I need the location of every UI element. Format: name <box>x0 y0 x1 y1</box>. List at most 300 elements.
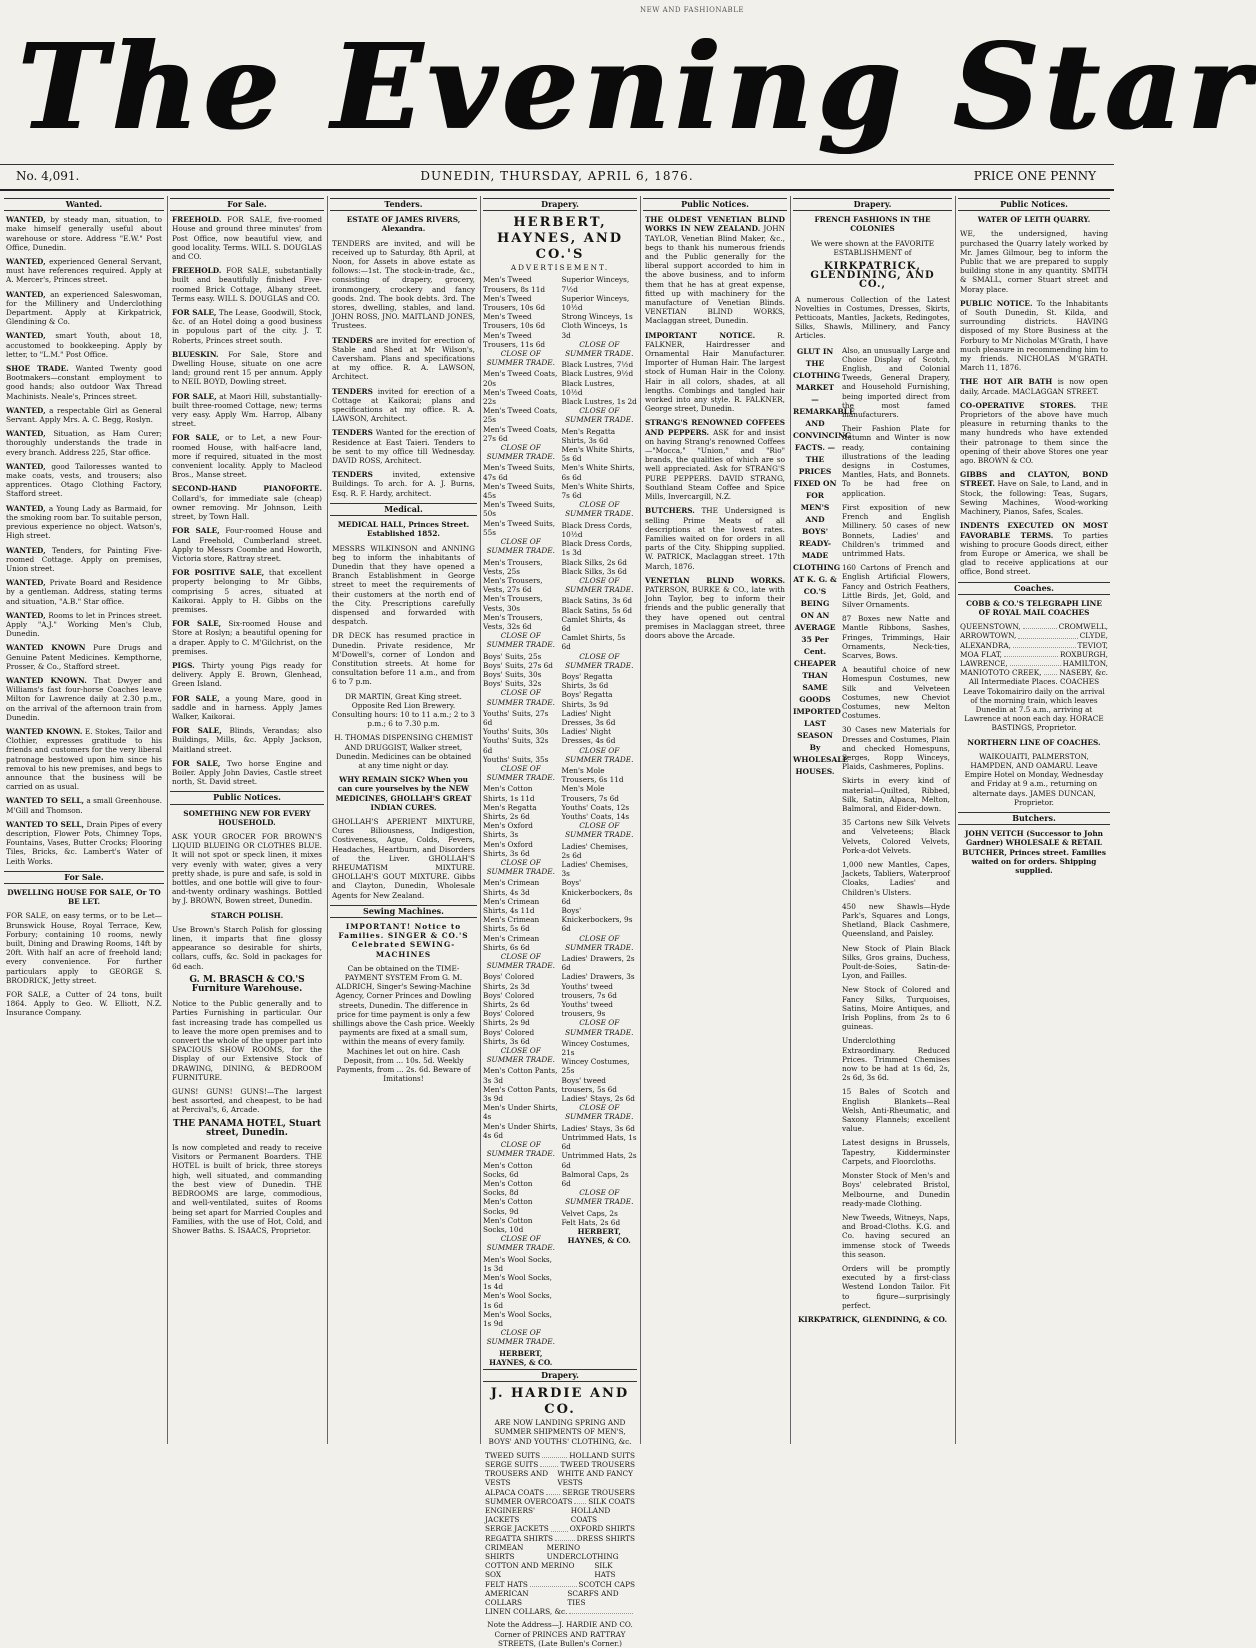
ad-lead: BLUESKIN. <box>172 349 219 359</box>
classified-ad <box>6 611 162 639</box>
ad-text: Blinds, Verandas; also Buildings, Mills, &c. Apply Jackson, Maitland street. <box>172 726 322 754</box>
leader-dots <box>1010 659 1061 666</box>
ad-lead: WANTED, <box>6 331 46 341</box>
clothing-row <box>485 1607 635 1616</box>
ad-text: by steady man, situation, to make himself generally useful about warehouse or store. Address "E.W." Post Office, Dunedin. <box>6 215 162 252</box>
ad-lead: WANTED, <box>6 503 46 513</box>
town-row-cell: ALEXANDRA, <box>960 640 1011 650</box>
ad-text: invited for erection of a Cottage at Kaikorai; plans and specifications at my office. R. A. LAWSON, Architect. <box>332 386 475 424</box>
ad-text: JOHN TAYLOR, Venetian Blind Maker, &c., begs to thank his numerous friends and the Public generally for the liberal support accorded to him in the above business, and to inform them that he has at great expense, fitted up with machinery for the manufacture of Venetian Blinds. VENETIAN BLIND WORKS, Maclaggan street, Dunedin. <box>645 224 785 326</box>
paragraph: 15 Bales of Scotch and English Blankets—Real Welsh, Anti-Rheumatic, and Saxony Flannels; excellent value. <box>842 1087 950 1134</box>
price-line: Men's White Shirts, 5s 6d <box>561 445 635 464</box>
price-line: Ladies' Night Dresses, 3s 6d <box>561 708 616 727</box>
leader-dots <box>1013 641 1076 648</box>
price-line: Men's Tweed Suits, 47s 6d <box>483 463 556 482</box>
ad-lead: WANTED, <box>6 257 46 267</box>
classified-ad <box>960 521 1108 576</box>
close-of-trade-line: CLOSE OF SUMMER TRADE. <box>486 1234 555 1253</box>
ad-text: Tenders, for Painting Five-roomed Cottage. Apply on premises, Union street. <box>6 545 162 573</box>
price-line: Boys' tweed trousers, 5s 6d <box>561 1075 617 1094</box>
clothing-row-cell: SILK COATS <box>588 1496 635 1506</box>
price-line: Superior Winceys, 7½d <box>561 275 630 294</box>
ad-lead: VENETIAN BLIND WORKS. <box>645 575 785 585</box>
ad-heading: SOMETHING NEW FOR EVERY HOUSEHOLD. <box>183 808 311 827</box>
ad-lead: FOR SALE, <box>172 726 222 736</box>
paragraph: New Stock of Colored and Fancy Silks, Turquoises, Satins, Moire Antiques, and Irish Poplins, from 2s to 6 guineas. <box>842 985 950 1032</box>
ad-lead: TENDERS <box>332 386 373 396</box>
close-of-trade-line: CLOSE OF SUMMER TRADE. <box>565 1188 634 1207</box>
price-line: Men's Tweed Suits, 45s <box>483 481 556 501</box>
ad-lead: TENDERS <box>332 470 373 480</box>
price-line: Men's Cotton Pants, 3s 3d <box>483 1066 558 1085</box>
price-line: Youths' Coats, 14s <box>561 811 630 821</box>
price-line: Superior Winceys, 10½d <box>561 293 630 313</box>
price-line: Men's Wool Socks, 1s 9d <box>483 1309 552 1328</box>
ad-text: Pure Drugs and Genuine Patent Medicines. Kempthorne, Prosser, & Co., Stafford street. <box>6 643 162 671</box>
price-line: Men's Crimean Shirts, 6s 6d <box>483 933 540 952</box>
paragraph: Skirts in every kind of material—Quilted, Ribbed, Silk, Satin, Alpaca, Melton, Balmoral, and Eider-down. <box>842 776 950 813</box>
ad-text: FOR SALE, substantially built and beautifully finished Five-roomed Brick Cottage, Albany street. Terms easy. WILL S. DOUGLAS and CO. <box>172 266 322 303</box>
town-row-cell: MOA FLAT, <box>960 649 1002 659</box>
classified-ad <box>6 643 162 671</box>
close-of-trade-line: CLOSE OF SUMMER TRADE. <box>565 500 634 519</box>
price-line: Boys' Suits, 32s <box>483 679 542 689</box>
clothing-row <box>485 1524 635 1533</box>
close-of-trade-line: CLOSE OF SUMMER TRADE. <box>486 763 555 783</box>
close-of-trade-line: CLOSE OF SUMMER TRADE. <box>486 688 555 707</box>
price-line: Youths' Suits, 35s <box>483 754 549 764</box>
classified-ad <box>645 506 785 570</box>
price-line: Ladies' Drawers, 2s 6d <box>561 954 635 973</box>
column-rule <box>955 196 956 1444</box>
town-row-cell: ARROWTOWN, <box>960 631 1017 641</box>
ad-text: The Lease, Goodwill, Stock, &c. of an Hotel doing a good business in populous part of the city. J. T. Roberts, Princes street south. <box>172 308 323 345</box>
clothing-row <box>485 1460 635 1469</box>
ad-text: PATERSON, BURKE & CO., late with John Taylor, beg to inform their friends and the public generally that they have opened out central premises in Maclaggan street, three doors above the Arcade. <box>645 584 785 640</box>
issue-number: No. 4,091. <box>16 169 80 183</box>
price-line: Men's Tweed Trousers, 8s 11d <box>483 275 546 294</box>
classified-ad <box>172 694 322 722</box>
price-line: Youths' Coats, 12s <box>561 802 630 812</box>
ad-lead: WANTED KNOWN <box>6 643 86 653</box>
ad-text: To parties wishing to procure Goods direct, either from Europe or America, we shall be glad to receive applications at our office, Bond street. <box>960 530 1108 577</box>
classified-ad <box>645 215 785 325</box>
town-row <box>960 631 1108 640</box>
price-line: Camlet Shirts, 5s 6d <box>561 633 626 652</box>
paragraph: Also, an unusually Large and Choice Display of Scotch, English, and Colonial Tweeds, General Drapery, and Household Furnishing, being imported direct from the most famed manufacturers. <box>842 345 950 420</box>
price-line: Men's Oxford Shirts, 3s 6d <box>483 839 533 858</box>
town-row <box>960 659 1108 668</box>
clothing-row-cell: LINEN COLLARS, &c. <box>485 1607 568 1617</box>
price-line: Youths' tweed trousers, 7s 6d <box>561 981 617 1000</box>
classified-ad <box>960 377 1108 395</box>
ad-heading: ESTATE OF JAMES RIVERS, Alexandra. <box>346 215 461 234</box>
classified-ad <box>6 578 162 606</box>
clothing-row-cell: TWEED TROUSERS <box>560 1459 635 1469</box>
ad-body: A numerous Collection of the Latest Novelties in Costumes, Dresses, Skirts, Petticoats, Mantles, Jackets, Redingotes, Silks, Shawls, Millinery, and Fancy Articles. <box>795 294 950 341</box>
leader-dots <box>1023 622 1057 629</box>
ad-text: Six-roomed House and Store at Roslyn; a beautiful opening for a draper. Apply to C. M'Gilchrist, on the premises. <box>172 619 322 656</box>
clothing-row-cell: DRESS SHIRTS <box>576 1533 635 1543</box>
clothing-row-cell: SILK HATS <box>594 1561 616 1580</box>
ad-heading: IMPORTANT! Notice to Families. SINGER & CO.'S Celebrated SEWING-MACHINES <box>338 922 469 959</box>
clothing-row <box>485 1534 635 1543</box>
price-line: Men's Cotton Socks, 8d <box>483 1178 533 1198</box>
ad-body: Is now completed and ready to receive Visitors or Permanent Boarders. THE HOTEL is built of brick, three storeys high, well situated, and commanding the best view of Dunedin. THE BEDROOMS are large, commodious, and well-ventilated, suites of Rooms being set apart for Married Couples and Families, with the use of Hot, Cold, and Shower Baths. S. ISAACS, Proprietor. <box>172 1143 322 1235</box>
price-lists <box>483 275 637 1367</box>
close-of-trade-line: CLOSE OF SUMMER TRADE. <box>565 821 634 840</box>
ad-heading: MEDICAL HALL, Princes Street. Established 1852. <box>337 520 470 539</box>
clothing-row-cell: CRIMEAN SHIRTS <box>485 1542 524 1562</box>
classified-ad <box>6 406 162 424</box>
ad-lead: FOR SALE, <box>172 308 217 318</box>
ad-lead: WANTED, <box>6 215 46 225</box>
column-notices-coaches <box>958 196 1110 1444</box>
clothing-row-cell: SERGE TROUSERS <box>562 1487 635 1497</box>
ad-body: Notice to the Public generally and to Parties Furnishing in particular. Our fast increasing trade has compelled us to leave the more open premises and to convert the whole of the upper part into SPACIOUS SHOW ROOMS, for the Display of our Extensive Stock of DRAWING, DINING, & BEDROOM FURNITURE. <box>172 999 322 1082</box>
ad-text: Have on Sale, to Land, and in Stock, the following: Teas, Sugars, Sewing Machines, Wood-working Machinery, Pianos, Safes, Scales. <box>960 479 1108 517</box>
ad-lead: FOR SALE, <box>172 391 217 401</box>
ad-body: H. THOMAS DISPENSING CHEMIST AND DRUGGIST, Walker street, Dunedin. Medicines can be obtained at any time night or day. <box>334 733 473 770</box>
section-heading: Drapery. <box>793 198 952 211</box>
ad-lead: INDENTS EXECUTED ON MOST FAVORABLE TERMS. <box>960 521 1108 540</box>
classified-ad <box>645 418 785 501</box>
paragraph: New Stock of Plain Black Silks, Gros grains, Duchess, Poult-de-Soies, Satin-de-Lyon, and Failles. <box>842 943 950 981</box>
ad-lead: SECOND-HAND PIANOFORTE. <box>172 484 322 494</box>
ad-text: good Tailoresses wanted to make coats, vests, and trousers; also apprentices. Otago Clothing Factory, Stafford street. <box>6 461 162 499</box>
ad-body: Use Brown's Starch Polish for glossing linen, it imparts that fine glossy appearance so desirable for shirts, collars, cuffs, &c. Sold in packages for 6d each. <box>172 924 322 971</box>
price-line: Men's Under Shirts, 4s 6d <box>483 1121 558 1140</box>
classified-ad <box>6 676 162 722</box>
close-of-trade-line: CLOSE OF SUMMER TRADE. <box>486 443 555 462</box>
ad-text: experienced General Servant, must have references required. Apply at A. Mercer's, Princes street. <box>6 257 163 285</box>
price-line: Men's Crimean Shirts, 4s 3d <box>483 878 540 897</box>
ad-heading: WATER OF LEITH QUARRY. <box>977 215 1091 225</box>
place-and-date: DUNEDIN, THURSDAY, APRIL 6, 1876. <box>420 169 694 183</box>
ad-lead: WANTED, <box>6 545 46 555</box>
paragraph: 450 new Shawls—Hyde Park's, Squares and Longs, Shetland, Black Cashmere, Queensland, and Paisley. <box>842 901 950 939</box>
classified-ad <box>172 266 322 303</box>
ad-body: WAIKOUAITI, PALMERSTON, HAMPDEN, AND OAMARU. Leave Empire Hotel on Monday, Wednesday and Friday at 9 a.m., returning on alternate days. JAMES DUNCAN, Proprietor. <box>964 751 1104 807</box>
classified-ad <box>6 504 162 541</box>
clothing-row-cell: FELT HATS <box>485 1579 528 1589</box>
price-line: Men's Tweed Trousers, 11s 6d <box>483 330 546 349</box>
section-heading: Drapery. <box>483 1369 637 1382</box>
dateline-bar <box>0 164 1114 191</box>
price-line: Men's Under Shirts, 4s <box>483 1103 558 1122</box>
ad-lead: FREEHOLD. <box>172 266 222 276</box>
classified-ad <box>6 462 162 499</box>
price-line: Black Dress Cords, 1s 3d <box>561 539 633 558</box>
ad-body: TENDERS are invited, and will be received up to Saturday, 8th April, at Noon, for Assets in above estate as follows:—1st. The stock-in-trade, &c., consisting of drapery, grocery, ironmongery, crockery and fancy goods. 2nd. The book debts. 3rd. The stores, dwelling, stables, and land. JOHN ROSS, JNO. MAITLAND JONES, Trustees. <box>332 238 475 331</box>
classified-ad <box>332 336 475 382</box>
price-line: Men's Cotton Pants, 3s 9d <box>483 1084 558 1104</box>
price-line: Men's Wool Socks, 1s 6d <box>483 1291 552 1310</box>
ad-text: or to Let, a new Four-roomed House, with half-acre land, more if required, situated in the most convenient locality. Apply to Macleod Bros., Manse street. <box>172 433 323 480</box>
price-line: Men's White Shirts, 6s 6d <box>561 463 635 482</box>
leader-dots <box>555 1534 575 1541</box>
section-heading: Drapery. <box>483 198 637 211</box>
classified-ad <box>6 257 162 285</box>
masthead <box>0 0 1256 190</box>
section-heading: Public Notices. <box>643 198 787 211</box>
price-line: Men's Wool Socks, 1s 4d <box>483 1272 552 1292</box>
clothing-row-cell: TROUSERS AND VESTS <box>485 1469 549 1488</box>
ad-lead: THE HOT AIR BATH <box>960 377 1053 387</box>
price-line: Boys' Suits, 25s <box>483 651 542 661</box>
price-line: Ladies' Chemises, 2s 6d <box>561 841 629 860</box>
close-of-trade-line: CLOSE OF SUMMER TRADE. <box>486 858 555 877</box>
close-of-trade-line: CLOSE OF SUMMER TRADE. <box>565 406 634 425</box>
town-row-cell: HAMILTON, <box>1062 658 1108 668</box>
price-line: Balmoral Caps, 2s 6d <box>561 1169 629 1188</box>
price-line: Youths' Suits, 27s 6d <box>483 708 549 727</box>
paragraph: Latest designs in Brussels, Tapestry, Kidderminster Carpets, and Floorcloths. <box>842 1138 950 1166</box>
ad-text: Four-roomed House and Land Freehold, Cumberland street. Apply to Messrs Coombe and Howorth, Victoria store, Rattray street. <box>172 526 322 563</box>
clothing-row <box>485 1580 635 1589</box>
column-rule <box>327 196 328 1444</box>
ad-text: R. FALKNER, Hairdresser and Ornamental Hair Manufacturer. Importer of Human Hair. The largest stock of Human Hair in the Colony. Hair in all colors, shades, at all lengths. Combings and tangled hair worked into any style. R. FALKNER, George street, Dunedin. <box>645 330 785 414</box>
leader-dots <box>569 1607 633 1614</box>
price-line: Men's Tweed Coats, 20s <box>483 369 558 388</box>
price-line: Men's Crimean Shirts, 4s 11d <box>483 896 540 916</box>
price-line: Black Dress Cords, 10½d <box>561 520 633 539</box>
ad-heading: G. M. BRASCH & CO.'S Furniture Warehouse. <box>189 974 305 995</box>
ad-lead: FOR SALE, <box>172 693 220 703</box>
classified-ad <box>6 429 162 457</box>
paragraph: First exposition of new French and English Millinery. 50 cases of new Bonnets, Ladies' and Children's trimmed and untrimmed Hats. <box>842 502 950 558</box>
close-of-trade-line: CLOSE OF SUMMER TRADE. <box>565 745 634 764</box>
column-for-sale <box>170 196 324 1444</box>
price-line: Black Silks, 3s 6d <box>561 566 627 576</box>
town-row-cell: QUEENSTOWN, <box>960 622 1021 632</box>
classified-ad <box>172 661 322 689</box>
leader-dots <box>530 1580 577 1587</box>
ad-lead: WANTED KNOWN. <box>6 675 87 685</box>
price-line: Boys' Colored Shirts, 2s 6d <box>483 990 535 1010</box>
kirkpatrick-body <box>793 346 952 1315</box>
price-line: Boys' Colored Shirts, 2s 9d <box>483 1009 535 1028</box>
classified-ad <box>172 568 322 614</box>
paragraph: Orders will be promptly executed by a first-class Westend London Tailor. Fit to figure—surprisingly perfect. <box>842 1263 950 1310</box>
classified-ad <box>960 470 1108 516</box>
ad-heading: FRENCH FASHIONS IN THE COLONIES <box>814 215 931 234</box>
firm-signature: HERBERT, HAYNES, & CO. <box>489 1348 553 1367</box>
ad-lead: STRANG'S RENOWNED COFFEES AND PEPPERS. <box>645 418 785 437</box>
section-heading: Public Notices. <box>958 198 1110 211</box>
price-line: Black Satins, 5s 6d <box>561 605 633 615</box>
price-line: Men's Oxford Shirts, 3s <box>483 821 533 840</box>
classified-ad <box>960 401 1108 465</box>
town-row-cell: CLYDE, <box>1079 631 1108 641</box>
price-line: Men's Wool Socks, 1s 3d <box>483 1254 552 1273</box>
ad-text: That Dwyer and Williams's fast four-horse Coaches leave Milton for Lawrence daily at 2.30 p.m., on the arrival of the afternoon train from Dunedin. <box>6 675 162 722</box>
price-line: Strong Winceys, 1s <box>561 312 633 322</box>
ad-body: MESSRS WILKINSON and ANNING beg to inform the inhabitants of Dunedin that they have opened a Branch Establishment in George street to meet the requirements of their customers at the north end of the City. Prescriptions carefully dispensed and forwarded with despatch. <box>332 543 475 627</box>
ad-text: are invited for erection of Stable and Shed at Mr Wilson's, Caversham. Plans and specifications at my office. R. A. LAWSON, Architect. <box>332 335 475 382</box>
close-of-trade-line: CLOSE OF SUMMER TRADE. <box>486 1328 555 1347</box>
classified-ad <box>332 470 475 498</box>
price-line: Men's Crimean Shirts, 5s 6d <box>483 915 540 934</box>
ad-lead: CO-OPERATIVE STORES. <box>960 400 1077 410</box>
price-line: Black Lustres, 9½d <box>561 369 634 379</box>
ad-lead: FOR POSITIVE SALE, <box>172 568 265 578</box>
kirkpatrick-paragraphs <box>840 346 952 1315</box>
clothing-row-cell: TWEED SUITS <box>485 1450 541 1460</box>
ad-lead: FOR SALE, <box>172 619 222 629</box>
paragraph: Their Fashion Plate for Autumn and Winter is now ready, containing illustrations of the leading designs in Costumes, Mantles, Hats, and Bonnets. To be had free on application. <box>842 424 950 498</box>
column-rule <box>640 196 641 1444</box>
firm-name: J. HARDIE AND CO. <box>490 1386 630 1418</box>
leader-dots <box>574 1497 586 1504</box>
classified-ad <box>172 350 322 387</box>
price-line: Men's Tweed Coats, 22s <box>483 387 558 407</box>
price-line: Youths' tweed trousers, 9s <box>561 1000 613 1019</box>
price-line: Boys' Regatta Shirts, 3s 9d <box>561 690 613 709</box>
ad-body: DR MARTIN, Great King street. Opposite Red Lion Brewery. Consulting hours: 10 to 11 a.m.; 2 to 3 p.m.; 6 to 7.30 p.m. <box>332 691 476 729</box>
classified-ad <box>172 759 322 787</box>
price-line: Men's Regatta Shirts, 2s 6d <box>483 802 537 821</box>
ad-lead: WANTED, <box>6 289 46 299</box>
classified-ad <box>6 796 162 814</box>
price-line: Youths' Suits, 32s 6d <box>483 736 549 755</box>
clothing-row-cell: ENGINEERS' JACKETS <box>485 1506 535 1525</box>
ad-body: All Intermediate Places. COACHES Leave Tokomairiro daily on the arrival of the morning train, which leaves Dunedin at 7.5 a.m., arriving at Lawrence at noon each day. HORACE BASTINGS, Proprietor. <box>963 677 1105 733</box>
side-panel: GLUT IN THE CLOTHING MARKET — REMARKABLE AND CONVINCING FACTS. — THE PRICES FIXED ON FOR MEN'S AND BOYS' READY-MADE CLOTHING AT K. G. & CO.'S BEING ON AN AVERAGE 35 Per Cent. CHEAPER THAN SAME GOODS IMPORTED LAST SEASON By WHOLESALE HOUSES. <box>793 346 855 776</box>
ad-lead: FOR SALE, <box>172 526 220 536</box>
clothing-row-cell: SUMMER OVERCOATS <box>485 1496 573 1506</box>
column-drapery-kirkpatrick <box>793 196 952 1444</box>
ad-heading: DWELLING HOUSE FOR SALE, Or TO BE LET. <box>7 888 161 907</box>
ad-lead: SHOE TRADE. <box>6 364 69 374</box>
price-line: Men's White Shirts, 7s 6d <box>561 481 635 501</box>
ad-text: at Maori Hill, substantially-built three-roomed Cottage, new; terms very easy. Apply Wm. Harrop, Albany street. <box>172 391 322 429</box>
ad-lead: PUBLIC NOTICE. <box>960 298 1033 308</box>
notices <box>958 299 1110 577</box>
town-row-cell: NASEBY, &c. <box>1059 668 1108 678</box>
column-rule <box>167 196 168 1444</box>
price-line: Ladies' Drawers, 3s <box>561 972 635 982</box>
ad-lead: TENDERS <box>332 428 373 438</box>
ad-text: Wanted Twenty good Bootmakers—constant employment to good hands; also outdoor Wax Thread Machinists. Neale's, Princes street. <box>6 364 163 401</box>
ad-text: that excellent property belonging to Mr Gibbs, comprising 5 acres, situated at Kaikorai. Apply to H. Gibbs on the premises. <box>172 568 322 614</box>
price-line: Men's Regatta Shirts, 3s 6d <box>561 426 616 445</box>
ad-lead: FOR SALE, <box>172 758 221 768</box>
ad-lead: WANTED TO SELL, <box>6 819 85 829</box>
price-line: Boys' Knickerbockers, 8s 6d <box>561 878 633 906</box>
ad-lead: WANTED, <box>6 461 46 471</box>
ad-heading: NORTHERN LINE OF COACHES. <box>967 737 1101 747</box>
ad-lead: WANTED KNOWN. <box>6 726 83 736</box>
close-of-trade-line: CLOSE OF SUMMER TRADE. <box>486 349 555 368</box>
ad-lead: GIBBS and CLAYTON, BOND STREET. <box>960 470 1108 489</box>
price-line: Men's Trousers, Vests, 32s 6d <box>483 612 543 631</box>
ad-text: Private Board and Residence by a gentleman. Address, stating terms and situation, "A.B." Star office. <box>6 578 162 606</box>
price-line: Boys' Knickerbockers, 9s 6d <box>561 906 633 934</box>
classified-ad <box>172 619 322 656</box>
paragraph: Underclothing Extraordinary. Reduced Prices. Trimmed Chemises now to be had at 1s 6d, 2s, 2s 6d, 3s 6d. <box>842 1036 950 1083</box>
section-heading: Public Notices. <box>170 791 324 804</box>
price-line: Youths' Suits, 30s <box>483 727 549 737</box>
classified-ad <box>6 727 162 791</box>
clothing-row <box>485 1506 635 1524</box>
ad-lead: WANTED, <box>6 405 46 415</box>
price-line: Ladies' Chemises, 3s <box>561 860 629 879</box>
classified-ad <box>332 428 475 465</box>
ad-lead: BUTCHERS. <box>645 506 695 516</box>
ad-lead: IMPORTANT NOTICE. <box>645 330 756 340</box>
classified-ad <box>6 290 162 327</box>
leader-dots <box>540 1460 558 1467</box>
price-line: Ladies' Stays, 2s 6d <box>561 1094 635 1104</box>
town-row-cell: MANIOTOTO CREEK, <box>960 668 1042 678</box>
clothing-row <box>485 1561 635 1579</box>
clothing-row-cell: WHITE AND FANCY VESTS <box>557 1469 633 1488</box>
close-of-trade-line: CLOSE OF SUMMER TRADE. <box>565 1018 634 1037</box>
classified-ad <box>645 576 785 640</box>
price-line: Men's Trousers, Vests, 25s <box>483 557 543 576</box>
price-line: Boys' Colored Shirts, 3s 6d <box>483 1027 535 1046</box>
firm-name: HERBERT, HAYNES, AND CO.'S <box>496 215 623 263</box>
masthead-top-strip: NEW AND FASHIONABLE <box>640 6 744 14</box>
close-of-trade-line: CLOSE OF SUMMER TRADE. <box>486 1140 555 1159</box>
section-heading: Wanted. <box>4 198 164 211</box>
ad-text: FOR SALE, five-roomed House and ground three minutes' from Post Office, now beautiful view, and good locality. Terms. WILL S. DOUGLAS and CO. <box>172 215 322 262</box>
classified-ad <box>6 215 162 252</box>
town-row <box>960 668 1108 677</box>
ad-heading: COBB & CO.'S TELEGRAPH LINE OF ROYAL MAIL COACHES <box>966 598 1102 617</box>
clothing-row-cell: SERGE SUITS <box>485 1459 539 1469</box>
advertisement-heading: ADVERTISEMENT. <box>510 263 610 273</box>
price-line: Men's Tweed Coats, 27s 6d <box>483 424 558 443</box>
close-of-trade-line: CLOSE OF SUMMER TRADE. <box>565 575 634 595</box>
price-line: Untrimmed Hats, 2s 6d <box>561 1151 637 1170</box>
column-rule <box>480 196 481 1444</box>
ad-text: is now open daily, Arcade. MACLAGGAN STREET. <box>960 377 1109 396</box>
close-of-trade-line: CLOSE OF SUMMER TRADE. <box>486 537 555 556</box>
ad-body: FOR SALE, on easy terms, or to be Let—Brunswick House, Royal Terrace, Kew, Forbury; containing 10 rooms, newly built, Dining and Drawing Rooms, 14ft by 20ft. With half an acre of freehold land; every convenience. For further particulars apply to GEORGE S. BRODRICK, Jetty street. <box>6 911 162 985</box>
paragraph: 160 Cartons of French and English Artificial Flowers, Fancy and Ostrich Feathers, Little Birds, Jet, Gold, and Silver Ornaments. <box>842 563 950 609</box>
price-line: Boys' Colored Shirts, 2s 3d <box>483 972 535 991</box>
price-line: Men's Cotton Socks, 9d <box>483 1197 533 1216</box>
price-line: Ladies' Night Dresses, 4s 6d <box>561 727 616 746</box>
price-line: Men's Mole Trousers, 6s 11d <box>561 765 624 785</box>
leader-dots <box>1004 650 1058 657</box>
close-of-trade-line: CLOSE OF SUMMER TRADE. <box>486 952 555 971</box>
clothing-row-cell: SCARFS AND TIES <box>567 1588 619 1608</box>
coach-towns <box>960 622 1108 677</box>
ad-body: ASK YOUR GROCER FOR BROWN'S LIQUID BLUEING OR CLOTHES BLUE. It will not spot or speck linen, it mixes very evenly with water, gives a very pretty shade, is pure and safe, is sold in bottles, and one bottle will give to four-and-twenty ordinary washings. Bottled by J. BROWN, Bowen street, Dunedin. <box>172 831 322 906</box>
price-line: Cloth Winceys, 1s 3d <box>561 321 628 340</box>
price-line: Black Lustres, 7½d <box>561 360 634 370</box>
paragraph: 1,000 new Mantles, Capes, Jackets, Tabliers, Waterproof Cloaks, Ladies' and Children's Ulsters. <box>842 860 950 897</box>
ad-text: E. Stokes, Tailor and Clothier, expresses gratitude to his friends and customers for the very liberal patronage bestowed upon him since his removal to his new premises, and begs to announce that the business will be carried on as usual. <box>6 726 162 792</box>
clothing-row <box>485 1543 635 1561</box>
ad-text: ASK for and insist on having Strang's renowned Coffees—"Mocca," "Union," and "Rio" brands, the qualities of which are so well appreciated. Ask for STRANG'S PURE PEPPERS. DAVID STRANG, Southland Steam Coffee and Spice Mills, Invercargill, N.Z. <box>645 427 786 502</box>
ad-text: an experienced Saleswoman, for the Millinery and Underclothing Department. Apply at Kirkpatrick, Glendining & Co. <box>6 289 162 327</box>
town-row-cell: CROMWELL, <box>1058 622 1108 632</box>
price-line: Boys' Suits, 27s 6d <box>483 660 553 670</box>
clothing-row <box>485 1451 635 1460</box>
ad-body: JOHN VEITCH (Successor to John Gardner) WHOLESALE & RETAIL BUTCHER, Princes street. Families waited on for orders. Shipping supplied. <box>962 829 1106 875</box>
price-list-left <box>483 275 559 1367</box>
paragraph: A beautiful choice of new Homespun Costumes, new Silk and Velveteen Costumes, new Cheviot Costumes, new Melton Costumes. <box>842 665 950 721</box>
clothing-row-cell: HOLLAND COATS <box>570 1506 611 1525</box>
classified-ad <box>172 726 322 754</box>
ad-text: To the Inhabitants of South Dunedin, St. Kilda, and surrounding districts. HAVING disposed of my Store Business at the Forbury to Mr Nicholas M'Grath, I have much pleasure in recommending him to my friends. NICHOLAS M'GRATH. March 11, 1876. <box>960 298 1108 373</box>
clothing-row-cell: COTTON AND MERINO SOX <box>485 1561 575 1580</box>
price-line: Wincey Costumes, 25s <box>561 1057 630 1076</box>
